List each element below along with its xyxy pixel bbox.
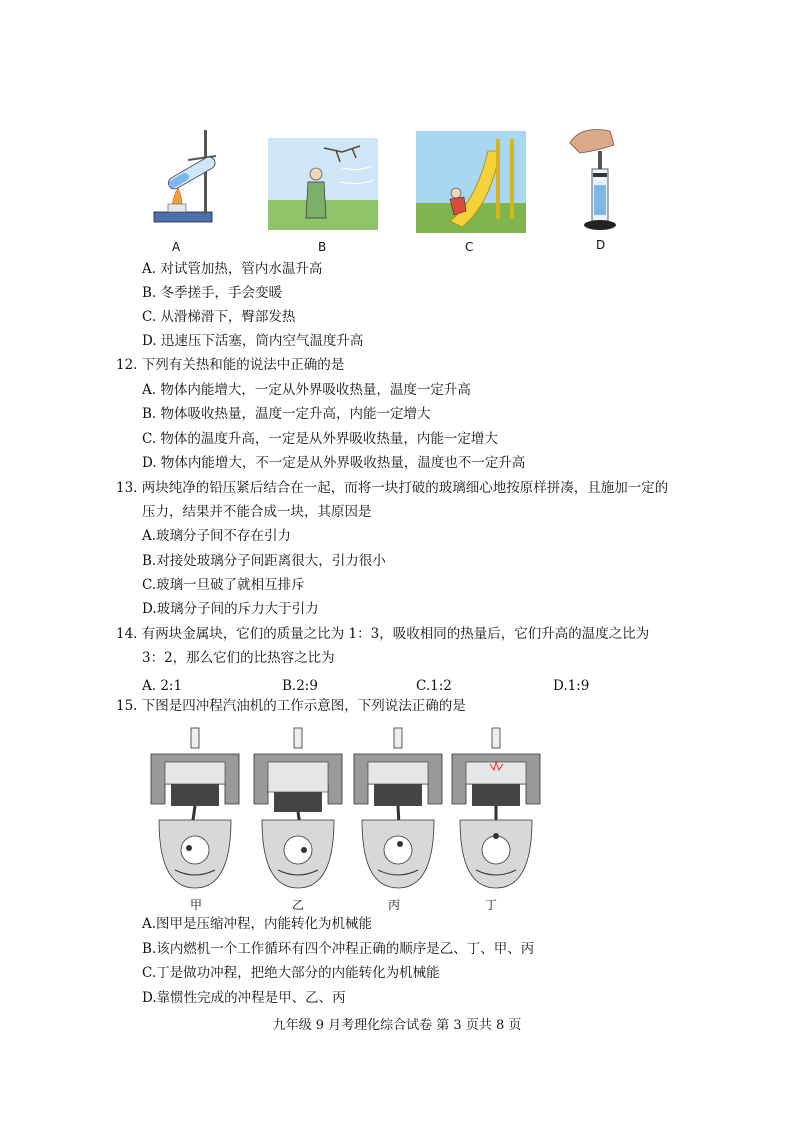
q15-stem: 15. 下图是四冲程汽油机的工作示意图，下列说法正确的是 <box>116 698 466 714</box>
q14-option-c: C.1:2 <box>416 678 452 694</box>
q14-option-a: A. 2:1 <box>142 678 183 694</box>
q11-option-d: D. 迅速压下活塞，筒内空气温度升高 <box>142 333 364 349</box>
page-footer: 九年级 9 月考理化综合试卷 第 3 页共 8 页 <box>272 1018 522 1033</box>
engine-diagram-bing <box>348 724 448 892</box>
q11-option-c: C. 从滑梯滑下，臀部发热 <box>142 309 296 325</box>
q12-stem: 12. 下列有关热和能的说法中正确的是 <box>116 357 345 373</box>
q15-option-c: C.丁是做功冲程，把绝大部分的内能转化为机械能 <box>142 965 440 981</box>
q14-option-b: B.2:9 <box>282 678 318 694</box>
engine-diagram-yi <box>248 724 348 892</box>
q11-option-b: B. 冬季搓手，手会变暖 <box>142 285 283 301</box>
engine-diagram-ding <box>446 724 546 892</box>
engine-label-ding: 丁 <box>485 898 498 912</box>
q15-option-b: B.该内燃机一个工作循环有四个冲程正确的顺序是乙、丁、甲、丙 <box>142 941 535 957</box>
engine-label-bing: 丙 <box>388 898 401 912</box>
q13-option-b: B.对接处玻璃分子间距离很大，引力很小 <box>142 553 386 569</box>
q14-stem-line2: 3：2，那么它们的比热容之比为 <box>142 650 335 666</box>
figure-label-b: B <box>318 240 327 254</box>
figure-b-windy-scene <box>268 138 378 230</box>
figure-label-c: C <box>465 240 474 254</box>
q13-stem-line1: 13. 两块纯净的铅压紧后结合在一起，而将一块打破的玻璃细心地按原样拼凑，且施加一定的 <box>116 480 669 496</box>
engine-label-yi: 乙 <box>292 898 305 912</box>
q13-stem-line2: 压力，结果并不能合成一块，其原因是 <box>142 504 372 520</box>
q13-option-c: C.玻璃一旦破了就相互排斥 <box>142 577 305 593</box>
engine-diagram-jia <box>145 724 245 892</box>
q12-option-c: C. 物体的温度升高，一定是从外界吸收热量，内能一定增大 <box>142 431 498 447</box>
figure-label-d: D <box>596 238 606 252</box>
q15-option-d: D.靠惯性完成的冲程是甲、乙、丙 <box>142 990 346 1006</box>
q15-option-a: A.图甲是压缩冲程，内能转化为机械能 <box>142 916 373 932</box>
q13-option-a: A.玻璃分子间不存在引力 <box>142 528 292 544</box>
figure-label-a: A <box>172 240 181 254</box>
q14-stem-line1: 14. 有两块金属块，它们的质量之比为 1：3，吸收相同的热量后，它们升高的温度之比为 <box>116 626 650 642</box>
q12-option-d: D. 物体内能增大，不一定是从外界吸收热量，温度也不一定升高 <box>142 455 526 471</box>
figure-a-test-tube-heating <box>148 126 232 230</box>
q13-option-d: D.玻璃分子间的斥力大于引力 <box>142 601 319 617</box>
q11-option-a: A. 对试管加热，管内水温升高 <box>142 261 323 277</box>
engine-label-jia: 甲 <box>190 898 203 912</box>
figure-c-slide <box>416 131 526 233</box>
q12-option-b: B. 物体吸收热量，温度一定升高，内能一定增大 <box>142 406 431 422</box>
q14-option-d: D.1:9 <box>553 678 590 694</box>
q12-option-a: A. 物体内能增大，一定从外界吸收热量，温度一定升高 <box>142 382 471 398</box>
figure-d-pump-cylinder <box>566 125 626 233</box>
